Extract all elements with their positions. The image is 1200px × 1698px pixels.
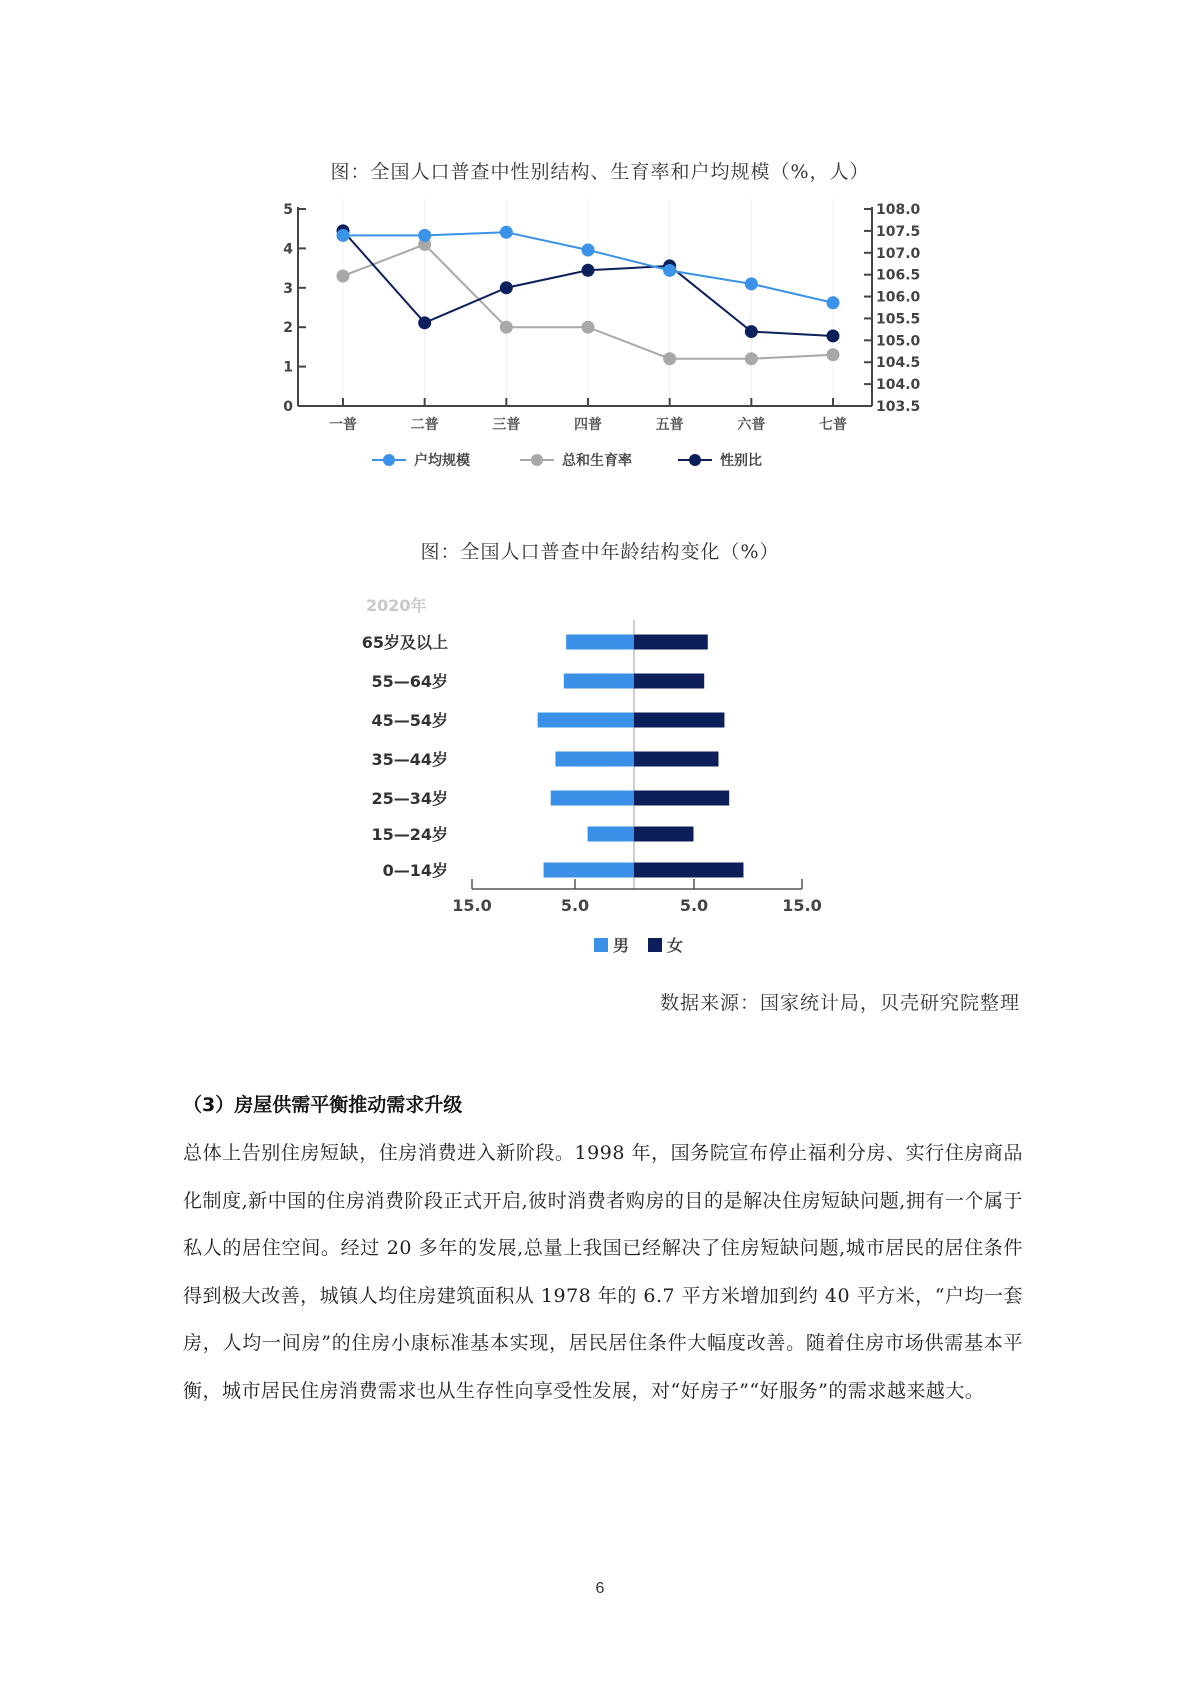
right-axis-tick-label: 107.0 [876, 245, 921, 262]
left-axis-tick-label: 3 [283, 280, 293, 297]
age-group-label: 0—14岁 [382, 861, 448, 880]
x-axis-tick-label: 5.0 [679, 896, 709, 915]
male-bar [566, 635, 634, 650]
figure1-title: 图：全国人口普查中性别结构、生育率和户均规模（%，人） [330, 161, 870, 183]
male-bar [544, 863, 634, 878]
age-group-label: 15—24岁 [371, 825, 448, 844]
male-bar [538, 713, 634, 728]
left-axis-tick-label: 1 [283, 359, 293, 376]
x-axis-tick-label: 15.0 [782, 896, 822, 915]
male-bar [555, 752, 634, 767]
x-axis-tick-label: 5.0 [560, 896, 590, 915]
male-bar [564, 674, 634, 689]
category-label: 四普 [574, 417, 602, 433]
category-label: 五普 [655, 417, 684, 433]
right-axis-tick-label: 106.5 [876, 267, 921, 284]
female-bar [634, 635, 708, 650]
svg-text:总和生育率: 总和生育率 [562, 453, 632, 469]
left-axis-tick-label: 2 [283, 320, 293, 337]
category-label: 三普 [492, 417, 521, 433]
right-axis-tick-label: 108.0 [876, 202, 921, 218]
svg-text:女: 女 [667, 936, 684, 955]
svg-text:性别比: 性别比 [720, 453, 762, 469]
section-heading: （3）房屋供需平衡推动需求升级 [183, 1094, 463, 1116]
svg-text:户均规模: 户均规模 [414, 453, 470, 469]
left-axis-tick-label: 0 [283, 399, 293, 415]
female-bar [634, 863, 743, 878]
female-bar [634, 674, 704, 689]
year-label: 2020年 [366, 596, 427, 615]
right-axis-tick-label: 103.5 [876, 399, 921, 415]
age-group-label: 45—54岁 [371, 711, 448, 730]
category-label: 六普 [737, 417, 766, 433]
left-axis-tick-label: 5 [283, 202, 293, 218]
age-group-label: 35—44岁 [371, 750, 448, 769]
right-axis-tick-label: 104.0 [876, 377, 921, 394]
right-axis-tick-label: 107.5 [876, 223, 921, 240]
right-axis-tick-label: 104.5 [876, 355, 921, 372]
right-axis-tick-label: 106.0 [876, 289, 921, 306]
legend-item [594, 936, 629, 955]
category-label: 二普 [410, 417, 439, 433]
female-bar [634, 713, 724, 728]
page-number: 6 [595, 1580, 605, 1597]
svg-text:男: 男 [613, 936, 630, 955]
right-axis-tick-label: 105.0 [876, 333, 921, 350]
left-axis-tick-label: 4 [283, 241, 293, 258]
age-group-label: 65岁及以上 [361, 633, 448, 652]
age-group-label: 25—34岁 [371, 789, 448, 808]
figure2-title: 图：全国人口普查中年龄结构变化（%） [420, 541, 780, 563]
male-bar [551, 791, 634, 806]
male-bar [588, 827, 634, 842]
female-bar [634, 791, 729, 806]
category-label: 一普 [329, 417, 357, 433]
source-note: 数据来源：国家统计局，贝壳研究院整理 [659, 992, 1020, 1014]
legend-item [648, 936, 683, 955]
age-group-label: 55—64岁 [371, 672, 448, 691]
female-bar [634, 827, 694, 842]
female-bar [634, 752, 718, 767]
section-paragraph: 总体上告别住房短缺，住房消费进入新阶段。1998 年，国务院宣布停止福利分房、实行住房商品化制度,新中国的住房消费阶段正式开启,彼时消费者购房的目的是解决住房短缺问题,拥有一个属于私人的居住空间。经过 20 多年的发展,总量上我国已经解决了住房短缺问题,城市居民的居住条件得到极大改善，城镇人均住房建筑面积从 1978 年的 6.7 平方米增加到约 40 平方米，“户均一套房，人均一间房”的住房小康标准基本实现，居民居住条件大幅度改善。随着住房市场供需基本平衡，城市居民住房消费需求也从生存性向享受性发展，对“好房子”“好服务”的需求越来越大。 [183, 1142, 1023, 1402]
right-axis-tick-label: 105.5 [876, 311, 921, 328]
x-axis-tick-label: 15.0 [452, 896, 492, 915]
category-label: 七普 [819, 417, 847, 433]
